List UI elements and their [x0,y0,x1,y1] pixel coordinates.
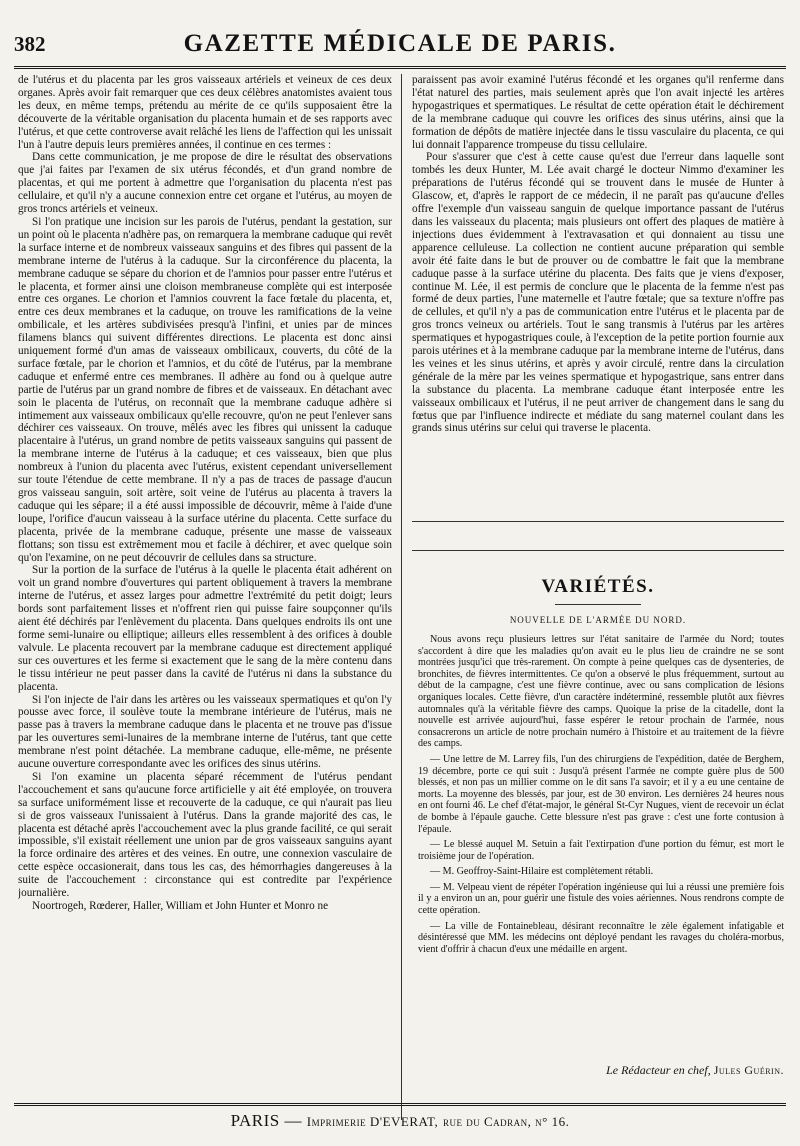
editor-signature [606,1063,784,1078]
right-column [412,74,784,514]
signature-name: Jules Guérin. [713,1063,784,1077]
page-header [14,28,786,68]
left-paragraph: Noortrogeh, Rœderer, Haller, William et John Hunter et Monro ne [32,900,329,912]
column-divider [401,74,402,1120]
news-paragraph: — M. Velpeau vient de répéter l'opération ingénieuse qui lui a réussi une première fois il y a environ un an, pour guérir une fistule des voies aériennes. Nous rendrons compte de cette opération. [418,881,784,917]
section-rule [412,521,784,522]
news-paragraph: — M. Geoffroy-Saint-Hilaire est complètement rétabli. [430,866,654,878]
right-paragraph: paraissent pas avoir examiné l'utérus fécondé et les organes qu'il renferme dans l'état naturel des parties, mais seulement après que l'on avait injecté les artères hypogastriques et spermatiques. Le résultat de cette opération était le déchirement de la membrane caduque qui couvre les orifices des sinus utérins, ainsi que la formation de dépôts de matière injectée dans le tissu vasculaire du placenta, ce qui lui donnait l'apparence trompeuse du tissu cellulaire. [412,74,784,151]
news-paragraph: — Le blessé auquel M. Setuin a fait l'extirpation d'une portion du fémur, est mort le troisième jour de l'opération. [418,839,784,862]
left-paragraph: Si l'on examine un placenta séparé récemment de l'utérus pendant l'accouchement et sans qu'aucune force artificielle y ait été employée, on trouvera sa surface uniformément lisse et recouverte de la caduque, ce qui n'aurait pas lieu si de gros vaisseaux l'unissaient à l'utérus. Dans la grande majorité des cas, le placenta est détaché après l'accouchement avec la plus grande facilité, ce qui serait impossible, s'il existait réellement une union par de gros vaisseaux sanguins ayant la force ordinaire des artères et des veines. En outre, une connexion vasculaire de cette espèce occasionerait, dans tous les cas, des hémorrhagies dangereuses à la suite de l'accouchement : circonstance qui est contredite par l'expérience journalière. [18,770,392,900]
footer-imprint: Imprimerie D'EVERAT, [306,1114,439,1129]
left-paragraph: Si l'on injecte de l'air dans les artères ou les vaisseaux spermatiques et qu'on l'y pousse avec force, il soulève toute la membrane intérieure de l'utérus, mais ne passe pas à travers la membrane caduque dans le placenta et ne trouve pas d'issue par les ouvertures semi-lunaires de la membrane interne de l'utérus, tant que cette membrane n'est point détachée. La membrane caduque, elle-même, ne présente aucune ouverture correspondante avec les orifices des sinus utérins. [18,693,392,771]
left-paragraph: de l'utérus et du placenta par les gros vaisseaux artériels et veineux de ces deux organes. Après avoir fait remarquer que ces deux célèbres anatomistes avaient tous les deux, en même temps, prétendu au mérite de ce qu'ils supposaient être la découverte de la véritable organisation du placenta humain et de ses rapports avec l'utérus, et que cette controverse avait relâché les liens de l'affection qui les unissait l'un à l'autre depuis leurs premières années, il continue en ces termes : [18,74,392,151]
news-paragraph: — Une lettre de M. Larrey fils, l'un des chirurgiens de l'expédition, datée de Berghem, 19 décembre, porte ce qui suit : Jusqu'à présent l'armée ne compte guère plus de 500 blessés, et non pas un millier comme on le dit sans l'a savoir; et il y a eu une centaine de morts. La moyenne des blessés, par jour, est de 30 environ. Les dernières 24 heures nous en ont fourni 46. Le chef d'état-major, le général St-Cyr Nugues, vient de recevoir un éclat de bombe à l'épaule gauche. Cette blessure n'est pas grave : c'est une forte contusion à l'épaule. [418,753,784,835]
newspaper-title: GAZETTE MÉDICALE DE PARIS. [183,30,617,57]
header-rule [14,66,786,72]
footer-address: rue du Cadran, n° 16. [442,1114,570,1129]
left-paragraph: Dans cette communication, je me propose de dire le résultat des observations que j'ai faites par l'examen de six utérus fécondés, et d'un grand nombre de placentas, et qui me portent à admettre que l'organisation du placenta n'est pas cellulaire, et qu'il n'y a aucune connexion entre cet organe et l'utérus, au moyen de gros troncs artériels et veineux. [18,151,392,216]
left-paragraph: Si l'on pratique une incision sur les parois de l'utérus, pendant la gestation, sur un point où le placenta n'adhère pas, on remarquera la membrane caduque qui revêt la surface interne et de nombreux vaisseaux sanguins et des fibres qui passent de la membrane interne de l'utérus à la caduque. Sur la circonférence du placenta, la membrane caduque se sépare du chorion et de l'amnios pour passer entre l'utérus et le placenta, et former ainsi une cloison membraneuse complète qui est interposée entre ces organes. Le chorion et l'amnios couvrent la face fœtale du placenta, et, entre ces deux membranes et la caduque, on trouve les ramifications de la veine ombilicale, et les artères subdivisées presqu'à l'infini, et unies par de minces filamens blancs qui suivent différentes directions. Le placenta est donc ainsi uniquement formé d'un amas de vaisseaux ombilicaux, couverts, du côté de la surface fœtale, par le chorion et l'amnios, et du côté de l'utérus, par la membrane caduque et enfermé entre ces membranes. Il adhère au fond ou à quelque autre partie de l'utérus par un grand nombre de fibres et de vaisseaux. En détachant avec soin le placenta de l'utérus, on reconnaît que la membrane caduque adhère si intimement aux vaisseaux ombilicaux qu'elle recouvre, qu'on ne peut l'enlever sans déchirer ces vaisseaux. On trouve, mêlés avec les fibres qui unissent la caduque placentaire à l'utérus, un grand nombre de petits vaisseaux sanguins qui passent de la membrane interne de l'utérus à la caduque; et ces vaisseaux, bien que plus nombreux à l'union du placenta avec l'utérus, existent cependant universellement sur toute l'étendue de cette membrane. Il n'y a pas de traces de passage d'aucun gros vaisseau sanguin, soit artère, soit veine de l'utérus au placenta à travers la caduque qui les sépare; il a été aussi impossible de découvrir, même à l'aide d'une loupe, l'orifice d'aucun vaisseau à la surface utérine du placenta. Cette surface du placenta, privée de la membrane caduque, présente une masse de vaisseaux flottans; son tissu est extrêmement mou et facile à déchirer, et avec quelque soin qu'on l'examine, on ne peut découvrir de cellules dans sa structure. [18,215,392,564]
page-number: 382 [14,32,46,56]
heading-underline [555,604,641,605]
signature-prefix: Le Rédacteur en chef, [606,1063,711,1077]
varietes-heading: VARIÉTÉS. [541,576,655,597]
varietes-subheading: NOUVELLE DE L'ARMÉE DU NORD. [509,615,687,625]
left-paragraph: Sur la portion de la surface de l'utérus à la quelle le placenta était adhérent on voit un grand nombre d'ouvertures qui partent obliquement à travers la membrane interne de l'utérus, et assez larges pour admettre l'extrémité du petit doigt; leurs bords sont parfaitement lisses et n'offrent rien qui puisse faire soupçonner qu'ils aient été déchirés par l'enlèvement du placenta. Dans quelques endroits ils ont une forme semi-lunaire ou elliptique; ailleurs elles ressemblent à des orifices à double valvule. Le placenta recouvert par la membrane caduque est directement appliqué sur ces ouvertures et les ferme si exactement que le sang de la mère contenu dans le tissu intérieur ne peut passer dans la cavité de l'utérus ni dans la substance du placenta. [18,564,392,693]
section-rule [412,550,784,551]
varietes-body [418,634,784,955]
right-paragraph: Pour s'assurer que c'est à cette cause qu'est due l'erreur dans laquelle sont tombés les deux Hunter, M. Lée avait chargé le docteur Nimmo d'examiner les préparations de l'utérus fécondé qui se trouvent dans le musée de Hunter à Glascow, et, d'après le rapport de ce médecin, il ne paraît pas qu'aucune d'elles offre l'exemple d'un vaisseau sanguin de quelque importance passant de l'utérus dans les vaisseaux du placenta; mais plusieurs ont offert des plaques de matière à injections dues évidemment à l'extravasation et qui donnaient au tissu une apparence celluleuse. La collection ne contient aucune préparation qui semble avoir été faite dans le but de prouver ou de combattre le fait que la membrane caduque passe à la surface utérine du placenta. Des faits que je viens d'exposer, continue M. Lée, il est permis de conclure que le placenta de la femme n'est pas formé de deux parties, l'une maternelle et l'autre fœtale; que sa texture n'offre pas de cellules, et qu'il n'y a pas de communication entre l'utérus et le placenta par de gros troncs veineux ou artériels. Tout le sang transmis à l'utérus par les artères spermatiques et hypogastriques coule, à l'exception de la petite portion fournie aux parois utérines et à la membrane caduque par la membrane interne de l'utérus, dans les veines et les sinus utérins, et après y avoir circulé, rentre dans la circulation générale de la mère par les veines spermatique et hypogastrique, sans entrer dans la substance du placenta. La membrane caduque étant interposée entre les vaisseaux ombilicaux et l'utérus, il ne peut arriver de changement dans le sang du fœtus que par l'influence indirecte et médiate du sang maternel coulant dans les grands sinus utérins sur celui qui traverse le placenta. [412,151,784,435]
news-paragraph: Nous avons reçu plusieurs lettres sur l'état sanitaire de l'armée du Nord; toutes s'accordent à dire que les maladies qu'on avait eu le plus lieu de craindre ne se sont montrées jusqu'ici que très-rarement. On compte à peine quelques cas de dysenteries, de bronchites, de fièvres intermittentes. Ce qu'on a observé le plus fréquemment, surtout au début de la campagne, c'est une fièvre continue, avec ou sans complication de lésions organiques locales. Cette fièvre, d'un caractère indéterminé, ressemble plutôt aux fièvres automnales qu'à la véritable fièvre des camps. Quoique la prise de la citadelle, dont la nouvelle est arrivée aujourd'hui, fasse espérer le retour prochain de l'armée, nous consacrerons un article de notre prochain numéro à l'histoire et au traitement de la fièvre des camps. [418,634,784,750]
left-column [18,74,392,1114]
footer-city: PARIS — [230,1111,303,1130]
news-paragraph: — La ville de Fontainebleau, désirant reconnaître le zèle également infatigable et désintéressé que MM. les médecins ont déployé pendant les ravages du choléra-morbus, vient d'offrir à chacun d'eux une médaille en argent. [418,920,784,955]
footer-rule [14,1103,786,1109]
imprint-footer [0,1111,800,1131]
